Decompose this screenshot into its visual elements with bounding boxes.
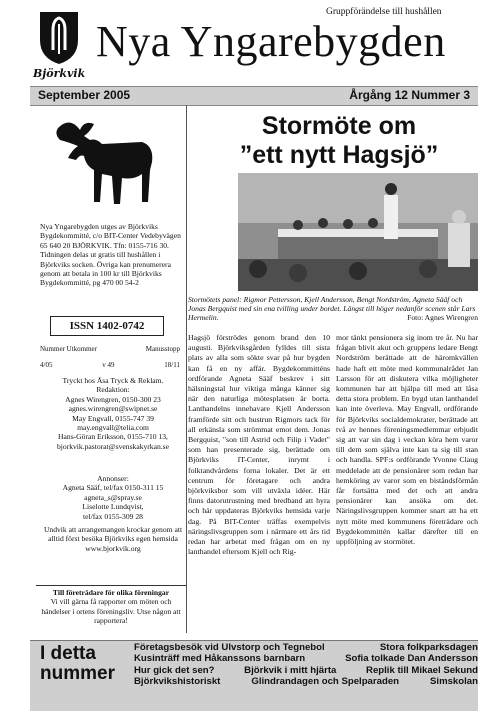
issue-band [30, 86, 478, 106]
moose-icon [50, 110, 160, 214]
annonser-label: Annonser: [97, 474, 129, 483]
masthead-title: Nya Yngarebygden [96, 17, 446, 66]
contents-line: Företagsbesök vid Ulvstorp och Tegnebol Stora folkparksdagen [134, 642, 478, 653]
contents-line: Hur gick det sen? Björkvik i mitt hjärta Replik till Mikael Sekund [134, 664, 478, 676]
print-info: Tryckt hos Åsa Tryck & Reklam. Redaktion: Agnes Wirengren, 0150-300 23 agnes.wirengren@swipnet.se May Engvall, 0155-747 39 may.engvall@telia.com Hans-Göran Eriksson, 0155-710 13, bjorkvik.pastorat@svenskakyrkan.se [36, 376, 190, 451]
redaktion-label: Redaktion: [96, 385, 130, 395]
contents-line: Kusinträff med Håkanssons barnbarn Sofia tolkade Dan Andersson [134, 653, 478, 665]
issue-date: September 2005 [38, 88, 131, 102]
schedule-table [40, 341, 184, 373]
meeting-photo [238, 173, 478, 291]
tagline: Gruppförändelse till hushållen [326, 7, 442, 17]
printer: Tryckt hos Åsa Tryck & Reklam. [62, 376, 164, 385]
issue-volume: Årgång 12 Nummer 3 [349, 88, 470, 102]
crest-name: Björkvik [33, 67, 86, 80]
photo-caption: Stormötets panel: Rigmor Pettersson, Kjell Andersson, Bengt Nordström, Agneta Sääf och Jonas Bergquist med sin ena tvilling under bordet. Längst till höger nedanför scenen står Lars Hermelin. Foto: Agnes Wirengren [188, 295, 478, 323]
association-note-title: Till företrädare för olika föreningar [52, 588, 170, 597]
article-headline: Stormöte om ”ett nytt Hagsjö” [239, 112, 439, 169]
contents-line: Björkvikshistoriskt Glindrandagen och Spelparaden Simskolan [134, 676, 478, 688]
schedule-header: Nummer Utkommer Manusstopp [40, 345, 180, 353]
contents-label: I detta nummer [40, 643, 115, 684]
coat-of-arms-icon [38, 10, 80, 66]
sidebar-intro: Nya Yngarebygden utges av Björkviks Bygdekommitté, c/o BIT-Center Vedebyvägen 65 640 20 BJÖRKVIK. Tfn: 0155-716 30. Tidningen delas ut gratis till hushållen i Björkviks socken. Övriga kan prenumerera genom att betala in 100 kr till Björkviks Bygdekommitté, pg 470 00 54-2 [40, 222, 181, 288]
association-note-text: Vi vill gärna få rapporter om möten och händelser i ortens föreningsliv. Utse någon att rapportera! [41, 597, 181, 626]
undvik-note: Undvik att arrangemangen krockar genom att alltid först besöka Björkviks egen hemsida www.bjorkvik.org [43, 525, 183, 553]
article-column-2: mor tänkt pensionera sig inom tre år. Nu har frågan blivit akut och gruppens ledare Bengt Nordström berättade att de häromkvällen hade haft ett möte med kommunalrådet Jan Larsson för att diskutera vilka möjligheter kommunen har att hjälpa till med att låsa detta stora problem. En bygd utan lanthandel kan inte överleva. May Engvall, ordförande för Björkviks socialdemokrater, berättade att två av hennes föreningsmedlemmar erbjudit sig att var sin dag i veckan köra hem varor till dem som själva inte kan ta sig till stan och handla. SPF:s ordförande Yvonne Claug meddelade att de pensionärer som redan har hemköring av varor som en biståndsförmån får fortsätta med det och att andra pensionärer kan ansöka om det. Näringslivsgruppen kommer snart att ha ett nytt möte med kommunens företrädare och Bygdekommittén kallar därefter till en uppföljning av stormötet. [336, 333, 478, 547]
association-note [36, 585, 186, 626]
annonser-info: Annonser: Agneta Sääf, tel/fax 0150-311 15 agneta_s@spray.se Liselotte Lundqvist, tel/fax 0155-309 28 [36, 474, 190, 521]
issn-box: ISSN 1402-0742 [50, 316, 164, 336]
photo-credit: Foto: Agnes Wirengren [407, 313, 478, 323]
schedule-row: 4/05 v 49 18/11 [40, 361, 180, 369]
contents-list [134, 642, 478, 688]
article-column-1: Hagsjö förströdes genom brand den 10 augusti. Björkviksgården fylldes till sista plats av alla som sökte svar på hur bygden kan få en ny affär. Bygdekommitténs ordförande Agneta Sääf beskrev i sitt hälsningstal hur viktiga många känner sig när den naturliga mötesplatsen är borta. Lanthandelns innehavare Kjell Andersson framförde sitt och hustrun Rigmors tack för all erkänsla som strömmat emot dem. Jonas Bergquist, "son till Astrid och Filip i Vadet" som han presenterade sig, berättade om Björkviks IT-Center, inrymt i folktandvårdens forna lokaler. Det är ett centrum för företagare och andra björkviksbor som vill utväxla idéer. Här finns datorutrustning med bredband att hyra och här uppdateras Björkviks hemsida varje dag. På BIT-Center träffas exempelvis näringslivsgruppen som i närmare ett års tid redan har arbetat med frågan om en ny lanthandel eftersom Kjell och Rig- [188, 333, 330, 557]
